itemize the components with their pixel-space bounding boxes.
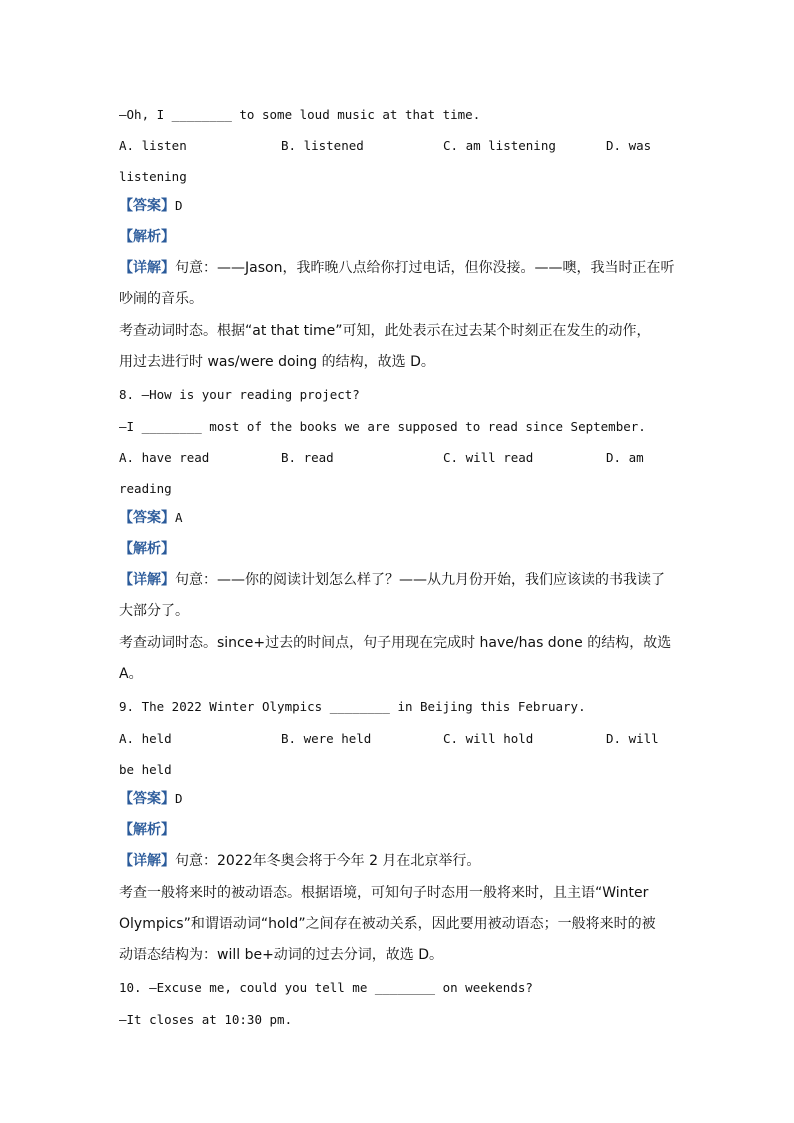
q8-option-wrap: reading (119, 481, 172, 496)
q9-answer: D (175, 791, 183, 806)
detail-tag: 【详解】 (119, 260, 175, 276)
q8-detail-line1 (119, 571, 665, 589)
q8-option-a: A. have read (119, 450, 210, 465)
q7-option-c: C. am listening (443, 138, 556, 153)
q7-answer: D (175, 198, 183, 213)
q8-option-b: B. read (281, 450, 334, 465)
q9-option-a: A. held (119, 731, 172, 746)
q7-option-wrap: listening (119, 169, 187, 184)
q9-detail-line1 (119, 852, 480, 870)
q9-option-b: B. were held (281, 731, 372, 746)
q8-explanation-line2: A。 (119, 666, 143, 682)
q7-dialogue: —Oh, I ________ to some loud music at that time. (119, 107, 481, 122)
q7-option-a: A. listen (119, 138, 187, 153)
q7-explanation-line1: 考查动词时态。根据“at that time”可知，此处表示在过去某个时刻正在发生的动作， (119, 323, 651, 339)
answer-tag: 【答案】 (119, 510, 175, 526)
q7-detail-line1 (119, 259, 674, 277)
q7-analysis-line (119, 228, 175, 246)
q8-answer: A (175, 510, 183, 525)
analysis-tag: 【解析】 (119, 822, 175, 838)
q7-detail-line2: 吵闹的音乐。 (119, 291, 203, 307)
detail-tag: 【详解】 (119, 853, 175, 869)
q8-analysis-line (119, 540, 175, 558)
q8-detail-line2: 大部分了。 (119, 603, 189, 619)
q10-stem: 10. —Excuse me, could you tell me ________ on weekends? (119, 980, 533, 995)
answer-tag: 【答案】 (119, 198, 175, 214)
answer-tag: 【答案】 (119, 791, 175, 807)
q9-detail-text1: 句意：2022年冬奥会将于今年 2 月在北京举行。 (175, 853, 481, 869)
q7-detail-text1: 句意：——Jason，我昨晚八点给你打过电话，但你没接。——噢，我当时正在听 (175, 260, 675, 276)
q8-option-c: C. will read (443, 450, 534, 465)
q7-answer-line (119, 197, 183, 215)
analysis-tag: 【解析】 (119, 541, 175, 557)
q9-explanation-line3: 动语态结构为：will be+动词的过去分词，故选 D。 (119, 947, 444, 963)
q10-dialogue: —It closes at 10:30 pm. (119, 1012, 293, 1027)
q9-answer-line (119, 790, 183, 808)
q7-option-b: B. listened (281, 138, 364, 153)
analysis-tag: 【解析】 (119, 229, 175, 245)
q7-explanation-line2: 用过去进行时 was/were doing 的结构，故选 D。 (119, 354, 435, 370)
q9-explanation-line2: Olympics”和谓语动词“hold”之间存在被动关系，因此要用被动语态；一般将来时的被 (119, 916, 656, 932)
q8-explanation-line1: 考查动词时态。since+过去的时间点，句子用现在完成时 have/has done 的结构，故选 (119, 635, 672, 651)
q9-explanation-line1: 考查一般将来时的被动语态。根据语境，可知句子时态用一般将来时，且主语“Winter (119, 885, 649, 901)
q9-option-c: C. will hold (443, 731, 534, 746)
q8-detail-text1: 句意：——你的阅读计划怎么样了？——从九月份开始，我们应该读的书我读了 (175, 572, 665, 588)
q9-stem: 9. The 2022 Winter Olympics ________ in Beijing this February. (119, 699, 586, 714)
q9-option-wrap: be held (119, 762, 172, 777)
q7-option-d: D. was (606, 138, 652, 153)
q9-option-d: D. will (606, 731, 659, 746)
q8-option-d: D. am (606, 450, 644, 465)
q8-stem: 8. —How is your reading project? (119, 387, 360, 402)
detail-tag: 【详解】 (119, 572, 175, 588)
q9-analysis-line (119, 821, 175, 839)
q8-answer-line (119, 509, 183, 527)
q8-dialogue: —I ________ most of the books we are supposed to read since September. (119, 419, 646, 434)
